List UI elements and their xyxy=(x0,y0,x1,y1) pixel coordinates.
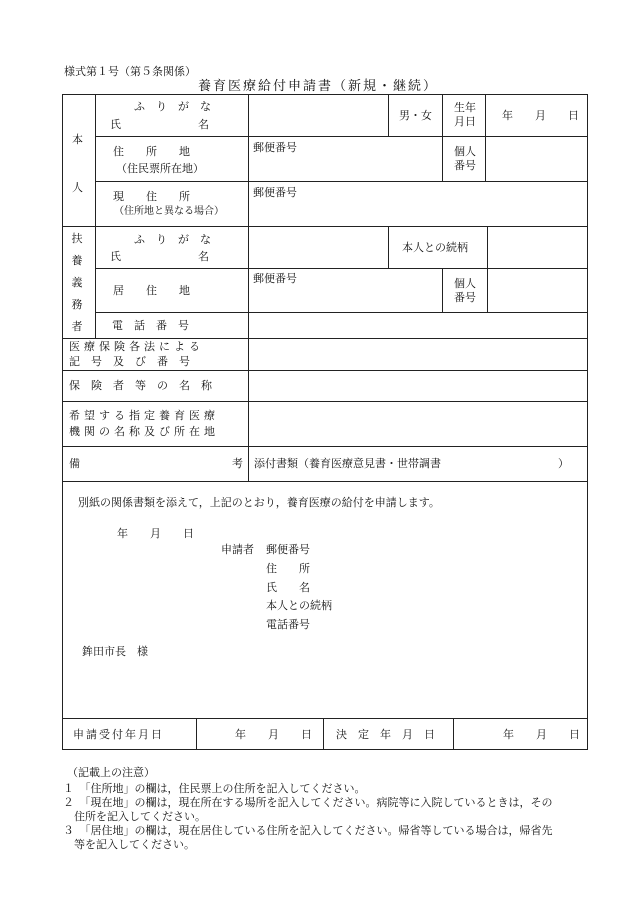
id-label-line1: 個人 xyxy=(454,145,476,158)
id-label-line2: 番号 xyxy=(454,159,476,172)
applicant-postal[interactable]: 郵便番号 xyxy=(266,543,310,556)
id-label-line2: 番号 xyxy=(454,291,476,304)
application-statement: 別紙の関係書類を添えて，上記のとおり，養育医療の給付を申請します。 xyxy=(78,496,440,509)
insurance-label-line1: 医療保険各法による xyxy=(69,340,204,353)
guardian-char: 務 xyxy=(71,298,83,311)
self-id-label xyxy=(448,146,482,171)
birth-label-line1: 生年 xyxy=(454,101,476,114)
insurance-label-line2: 記 号 及 び 番 号 xyxy=(69,355,190,368)
guardian-furigana-label: ふ り が な xyxy=(134,233,211,246)
notes-heading: （記載上の注意） xyxy=(67,766,155,779)
guardian-char: 養 xyxy=(71,254,83,267)
birth-label-line2: 月日 xyxy=(454,115,476,128)
note-item: 住所を記入してください。 xyxy=(63,810,206,823)
self-current-label: 現 住 所 xyxy=(113,190,190,203)
self-birth-label xyxy=(448,102,482,127)
id-label-line1: 個人 xyxy=(454,277,476,290)
note-item: 等を記入してください。 xyxy=(63,838,195,851)
remarks-label-left: 備 xyxy=(69,457,80,470)
hospital-label-line1: 希望する指定養育医療 xyxy=(69,409,219,422)
form-number: 様式第１号（第５条関係） xyxy=(64,65,196,78)
guardian-phone-label: 電 話 番 号 xyxy=(112,319,189,332)
applicant-label: 申請者 xyxy=(221,543,254,556)
received-date-value[interactable]: 年 月 日 xyxy=(235,728,312,741)
insurer-label: 保 険 者 等 の 名 称 xyxy=(69,379,212,392)
guardian-char: 扶 xyxy=(71,232,83,245)
self-gender[interactable]: 男・女 xyxy=(399,109,432,122)
guardian-char: 者 xyxy=(71,320,83,333)
addressee: 鉾田市長 様 xyxy=(82,645,148,658)
applicant-address[interactable]: 住 所 xyxy=(266,562,310,575)
guardian-residence-label: 居 住 地 xyxy=(113,284,190,297)
self-section-label: 人 xyxy=(72,181,83,194)
self-section-label: 本 xyxy=(72,133,83,146)
applicant-phone[interactable]: 電話番号 xyxy=(266,618,310,631)
form-title: 養育医療給付申請書（新規・継続） xyxy=(198,79,439,94)
guardian-postal-label: 郵便番号 xyxy=(253,272,297,285)
self-address-sub: （住民票所在地） xyxy=(116,162,204,175)
applicant-relation[interactable]: 本人との続柄 xyxy=(266,599,332,612)
self-postal-label: 郵便番号 xyxy=(253,141,297,154)
attachments-text: 添付書類（養育医療意見書・世帯調書 xyxy=(254,457,441,470)
notes-list xyxy=(63,782,553,852)
decision-date-label: 決 定 年 月 日 xyxy=(336,728,435,741)
guardian-id-label xyxy=(448,278,482,303)
self-postal2-label: 郵便番号 xyxy=(253,186,297,199)
received-date-label: 申請受付年月日 xyxy=(73,728,164,741)
guardian-char: 義 xyxy=(71,276,83,289)
self-current-sub: （住所地と異なる場合） xyxy=(114,206,224,217)
guardian-name-label: 氏 名 xyxy=(110,250,209,263)
decision-date-value[interactable]: 年 月 日 xyxy=(503,728,580,741)
self-furigana-label: ふ り が な xyxy=(134,100,211,113)
applicant-name[interactable]: 氏 名 xyxy=(266,581,310,594)
note-item: １ 「住所地」の欄は，住民票上の住所を記入してください。 xyxy=(63,782,366,795)
hospital-label-line2: 機関の名称及び所在地 xyxy=(69,425,219,438)
attachments-close: ） xyxy=(558,457,569,470)
note-item: ２ 「現在地」の欄は，現在所在する場所を記入してください。病院等に入院しているときは，その xyxy=(63,796,553,809)
self-name-label: 氏 名 xyxy=(110,118,209,131)
applicant-fields xyxy=(266,543,332,637)
remarks-label-right: 考 xyxy=(232,457,243,470)
self-address-label: 住 所 地 xyxy=(113,145,190,158)
guardian-section-label xyxy=(70,233,84,343)
guardian-relation-label: 本人との続柄 xyxy=(402,241,468,254)
application-date[interactable]: 年 月 日 xyxy=(117,527,194,540)
note-item: ３ 「居住地」の欄は，現在居住している住所を記入してください。帰省等している場合は，帰省先 xyxy=(63,824,553,837)
self-birth-date[interactable]: 年 月 日 xyxy=(502,109,579,122)
